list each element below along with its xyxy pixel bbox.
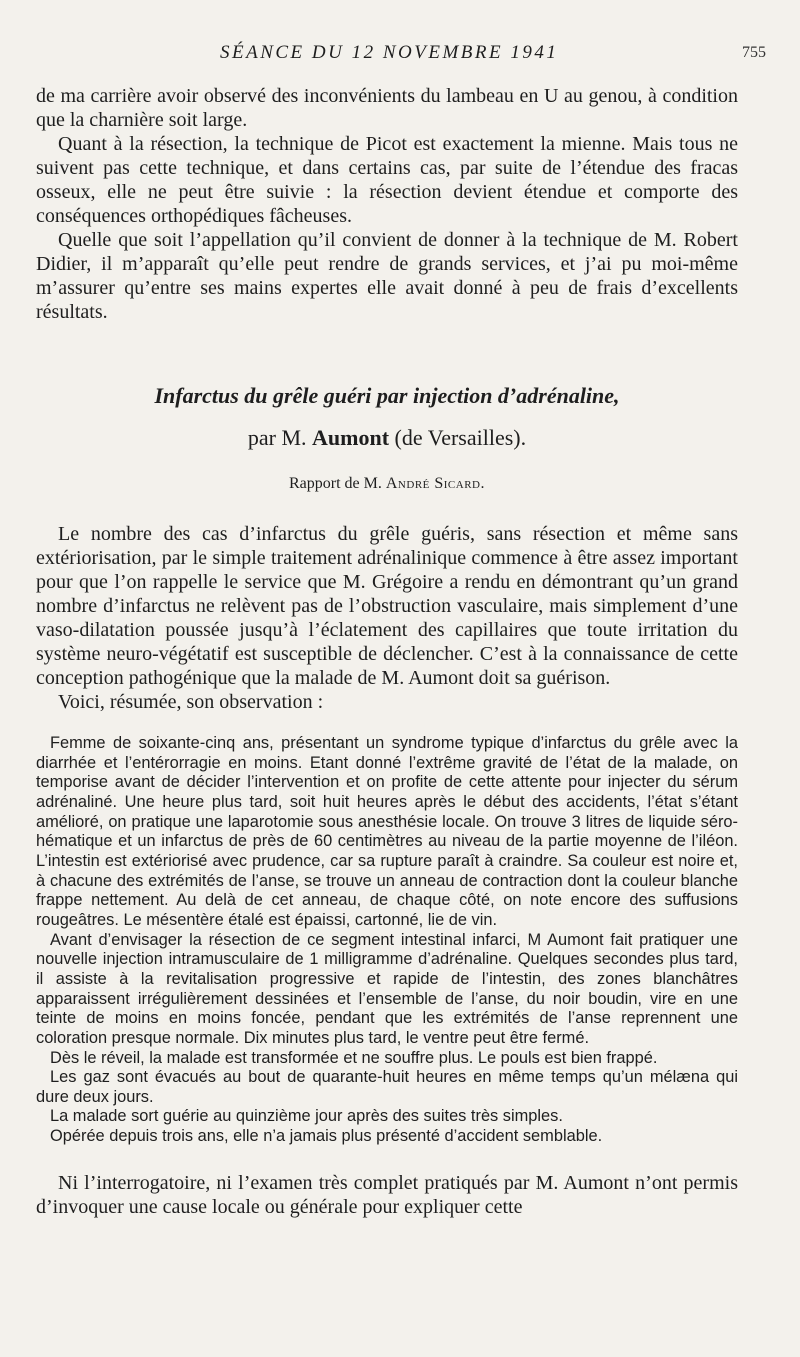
paragraph: Quant à la résection, la technique de Picot est exactement la mienne. Mais tous ne suivent pas cette technique, et dans certains cas, par suite de l’étendue des fracas osseux, elle ne peut être suivie : la résection devient étendue et comporte des conséquences orthopédiques fâcheuses. <box>36 133 738 227</box>
observation-paragraph: La malade sort guérie au quinzième jour après des suites très simples. <box>50 1107 563 1126</box>
observation-paragraph: Les gaz sont évacués au bout de quarante-huit heures en même temps qu’un mélæna qui dure deux jours. <box>36 1068 738 1106</box>
text-column <box>36 84 738 1219</box>
paragraph: de ma carrière avoir observé des inconvénients du lambeau en U au genou, à condition que la charnière soit large. <box>36 85 738 131</box>
case-observation <box>36 734 738 1147</box>
page-number: 755 <box>742 44 766 61</box>
paragraph: Quelle que soit l’appellation qu’il convient de donner à la technique de M. Robert Didier, il m’apparaît qu’elle peut rendre de grands services, et j’ai pu moi-même m’assurer qu’entre ses mains expertes elle avait donné à peu de frais d’excellents résultats. <box>36 229 738 323</box>
article-title: Infarctus du grêle guéri par injection d’adrénaline, <box>154 383 620 408</box>
article-introduction <box>36 522 738 714</box>
paragraph: Voici, résumée, son observation : <box>58 691 324 713</box>
author-affiliation: (de Versailles). <box>389 425 527 450</box>
paragraph: Ni l’interrogatoire, ni l’examen très complet pratiqués par M. Aumont n’ont permis d’invoquer une cause locale ou générale pour expliquer cette <box>36 1171 738 1218</box>
byline <box>36 424 738 452</box>
running-title: SÉANCE DU 12 NOVEMBRE 1941 <box>220 42 559 63</box>
report-prefix: Rapport de M. <box>289 475 386 492</box>
article-discussion <box>36 1171 738 1219</box>
previous-article-continuation <box>36 84 738 324</box>
byline-prefix: par M. <box>247 425 313 450</box>
observation-paragraph: Avant d’envisager la résection de ce segment intestinal infarci, M Aumont fait pratiquer une nouvelle injection intramusculaire de 1 milligramme d’adrénaline. Quelques secondes plus tard, il assiste à la revitalisation progressive et rapide de l’intestin, des zones blanchâtres apparaissent irrégulièrement dessinées et l’ensemble de l’anse, du noir boudin, vire en une teinte de moins en moins foncée, pendant que les extrémités de l’anse reprennent une coloration presque normale. Dix minutes plus tard, le ventre peut être fermé. <box>36 930 738 1047</box>
page-header <box>0 40 800 70</box>
observation-paragraph: Dès le réveil, la malade est transformée et ne souffre plus. Le pouls est bien frappé. <box>50 1048 658 1067</box>
observation-paragraph: Opérée depuis trois ans, elle n’a jamais plus présenté d’accident semblable. <box>50 1127 603 1146</box>
report-line <box>36 474 738 494</box>
reporter-name: André Sicard. <box>385 475 485 492</box>
author-name: Aumont <box>312 425 390 450</box>
observation-paragraph: Femme de soixante-cinq ans, présentant un syndrome typique d’infarctus du grêle avec la diarrhée et l’entérorragie en moins. Etant donné l’extrême gravité de l’état de la malade, on temporise avant de décider l’intervention et on profite de cette attente pour injecter du sérum adrénaliné. Une heure plus tard, soit huit heures après le début des accidents, l’état s’étant amélioré, on pratique une laparotomie sous anesthésie locale. On trouve 3 litres de liquide séro-hématique et un infarctus de près de 60 centimètres au niveau de la partie moyenne de l’iléon. L’intestin est extériorisé avec prudence, car sa rupture paraît à craindre. Sa couleur est noire et, à chacune des extrémités de l’anse, se trouve un anneau de contraction dont la couleur blanche frappe nettement. Au delà de cet anneau, de chaque côté, on note encore des suffusions rougeâtres. Le mésentère étalé est épaissi, cartonné, lie de vin. <box>36 734 738 929</box>
paragraph: Le nombre des cas d’infarctus du grêle guéris, sans résection et même sans extériorisation, par le simple traitement adrénalinique commence à être assez important pour que l’on rappelle le service que M. Grégoire a rendu en démontrant qu’un grand nombre d’infarctus ne relèvent pas de l’obstruction vasculaire, mais simplement d’une vaso-dilatation poussée jusqu’à l’éclatement des capillaires que toute irritation du système neuro-végétatif est susceptible de déclencher. C’est à la connaissance de cette conception pathogénique que la malade de M. Aumont doit sa guérison. <box>36 523 738 689</box>
